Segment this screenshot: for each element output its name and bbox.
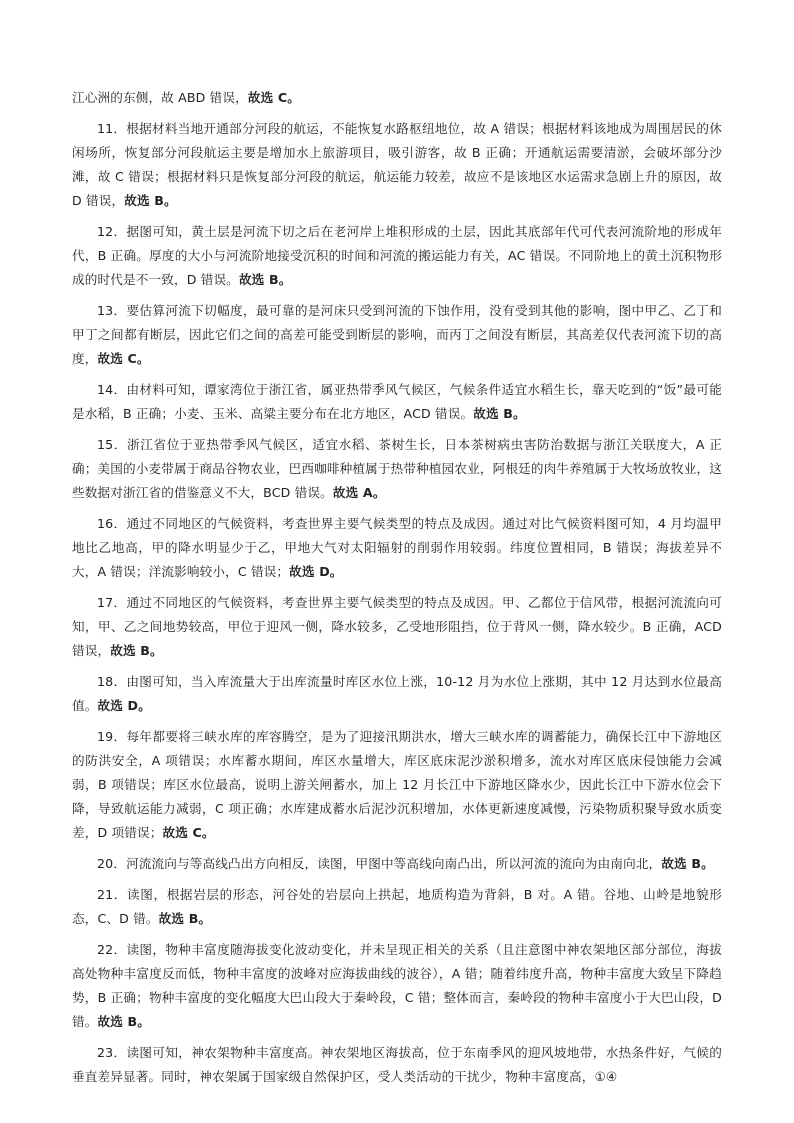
answer-14: 故选 B。 xyxy=(473,406,526,421)
paragraph-13: 13．要估算河流下切幅度，最可靠的是河床只受到河流的下蚀作用，没有受到其他的影响，图中甲乙、乙丁和甲丁之间都有断层，因此它们之间的高差可能受到断层的影响，而丙丁之间没有断层，其高差仅代表河流下切的高度，故选 C。 xyxy=(72,303,722,366)
paragraph-20: 20．河流流向与等高线凸出方向相反，读图，甲图中等高线向南凸出，所以河流的流向为由南向北，故选 B。 xyxy=(97,856,714,871)
answer-11: 故选 B。 xyxy=(124,193,177,208)
answer-18: 故选 D。 xyxy=(97,698,151,713)
paragraph-22: 22．读图，物种丰富度随海拔变化波动变化，并未呈现正相关的关系（且注意图中神农架地区部分部位，海拔高处物种丰富度反而低，物种丰富度的波峰对应海拔曲线的波谷），A 错；随着纬度升高，物种丰富度大致呈下降趋势，B 正确；物种丰富度的变化幅度大巴山段大于秦岭段，C 错；整体而言，秦岭段的物种丰富度小于大巴山段，D 错。故选 B。 xyxy=(72,942,722,1029)
answer-20: 故选 B。 xyxy=(661,856,714,871)
answer-19: 故选 C。 xyxy=(162,825,215,840)
answer-13: 故选 C。 xyxy=(97,351,150,366)
answer-0: 故选 C。 xyxy=(247,90,301,105)
answer-15: 故选 A。 xyxy=(332,485,386,500)
paragraph-0: 江心洲的东侧，故 ABD 错误，故选 C。 xyxy=(72,90,301,105)
answer-12: 故选 B。 xyxy=(238,272,292,287)
paragraph-18: 18．由图可知，当入库流量大于出库流量时库区水位上涨，10-12 月为水位上涨期，其中 12 月达到水位最高值。故选 D。 xyxy=(72,674,722,713)
paragraph-16: 16．通过不同地区的气候资料，考查世界主要气候类型的特点及成因。通过对比气候资料图可知，4 月均温甲地比乙地高，甲的降水明显少于乙，甲地大气对太阳辐射的削弱作用较弱。纬度位置相同，B 错误；海拔差异不大，A 错误；洋流影响较小，C 错误；故选 D。 xyxy=(72,516,722,579)
answer-21: 故选 B。 xyxy=(158,911,212,926)
paragraph-12: 12．据图可知，黄土层是河流下切之后在老河岸上堆积形成的土层，因此其底部年代可代表河流阶地的形成年代，B 正确。厚度的大小与河流阶地接受沉积的时间和河流的搬运能力有关，AC 错误。不同阶地上的黄土沉积物形成的时代是不一致，D 错误。故选 B。 xyxy=(72,224,722,287)
paragraph-11: 11．根据材料当地开通部分河段的航运，不能恢复水路枢纽地位，故 A 错误；根据材料该地成为周围居民的休闲场所，恢复部分河段航运主要是增加水上旅游项目，吸引游客，故 B 正确；开通航运需要清淤，会破坏部分沙滩，故 C 错误；根据材料只是恢复部分河段的航运，航运能力较差，故应不是该地区水运需求急剧上升的原因，故 D 错误，故选 B。 xyxy=(72,121,722,208)
answer-17: 故选 B。 xyxy=(110,643,163,658)
paragraph-19: 19．每年都要将三峡水库的库容腾空，是为了迎接汛期洪水，增大三峡水库的调蓄能力，确保长江中下游地区的防洪安全，A 项错误；水库蓄水期间，库区水量增大，库区底床泥沙淤积增多，流水对库区底床侵蚀能力会减弱，B 项错误；库区水位最高，说明上游关闸蓄水，加上 12 月长江中下游地区降水少，因此长江中下游水位会下降，导致航运能力减弱，C 项正确；水库建成蓄水后泥沙沉积增加，水体更新速度减慢，污染物质积聚导致水质变差，D 项错误；故选 C。 xyxy=(72,729,722,840)
answer-16: 故选 D。 xyxy=(289,564,343,579)
paragraph-21: 21．读图，根据岩层的形态，河谷处的岩层向上拱起，地质构造为背斜，B 对。A 错。谷地、山岭是地貌形态，C、D 错。故选 B。 xyxy=(72,887,722,926)
paragraph-15: 15．浙江省位于亚热带季风气候区，适宜水稻、茶树生长，日本茶树病虫害防治数据与浙江关联度大，A 正确；美国的小麦带属于商品谷物农业，巴西咖啡种植属于热带种植园农业，阿根廷的肉牛养殖属于大牧场放牧业，这些数据对浙江省的借鉴意义不大，BCD 错误。故选 A。 xyxy=(72,437,722,500)
paragraph-17: 17．通过不同地区的气候资料，考查世界主要气候类型的特点及成因。甲、乙都位于信风带，根据河流流向可知，甲、乙之间地势较高，甲位于迎风一侧，降水较多，乙受地形阻挡，位于背风一侧，降水较少。B 正确，ACD 错误，故选 B。 xyxy=(72,595,722,658)
answer-22: 故选 B。 xyxy=(97,1014,151,1029)
paragraph-23: 23．读图可知，神农架物种丰富度高。神农架地区海拔高，位于东南季风的迎风坡地带，水热条件好，气候的垂直差异显著。同时，神农架属于国家级自然保护区，受人类活动的干扰少，物种丰富度高，①④ xyxy=(72,1045,722,1084)
paragraph-14: 14．由材料可知，谭家湾位于浙江省，属亚热带季风气候区，气候条件适宜水稻生长，靠天吃到的“饭”最可能是水稻，B 正确；小麦、玉米、高粱主要分布在北方地区，ACD 错误。故选 B。 xyxy=(72,382,722,421)
